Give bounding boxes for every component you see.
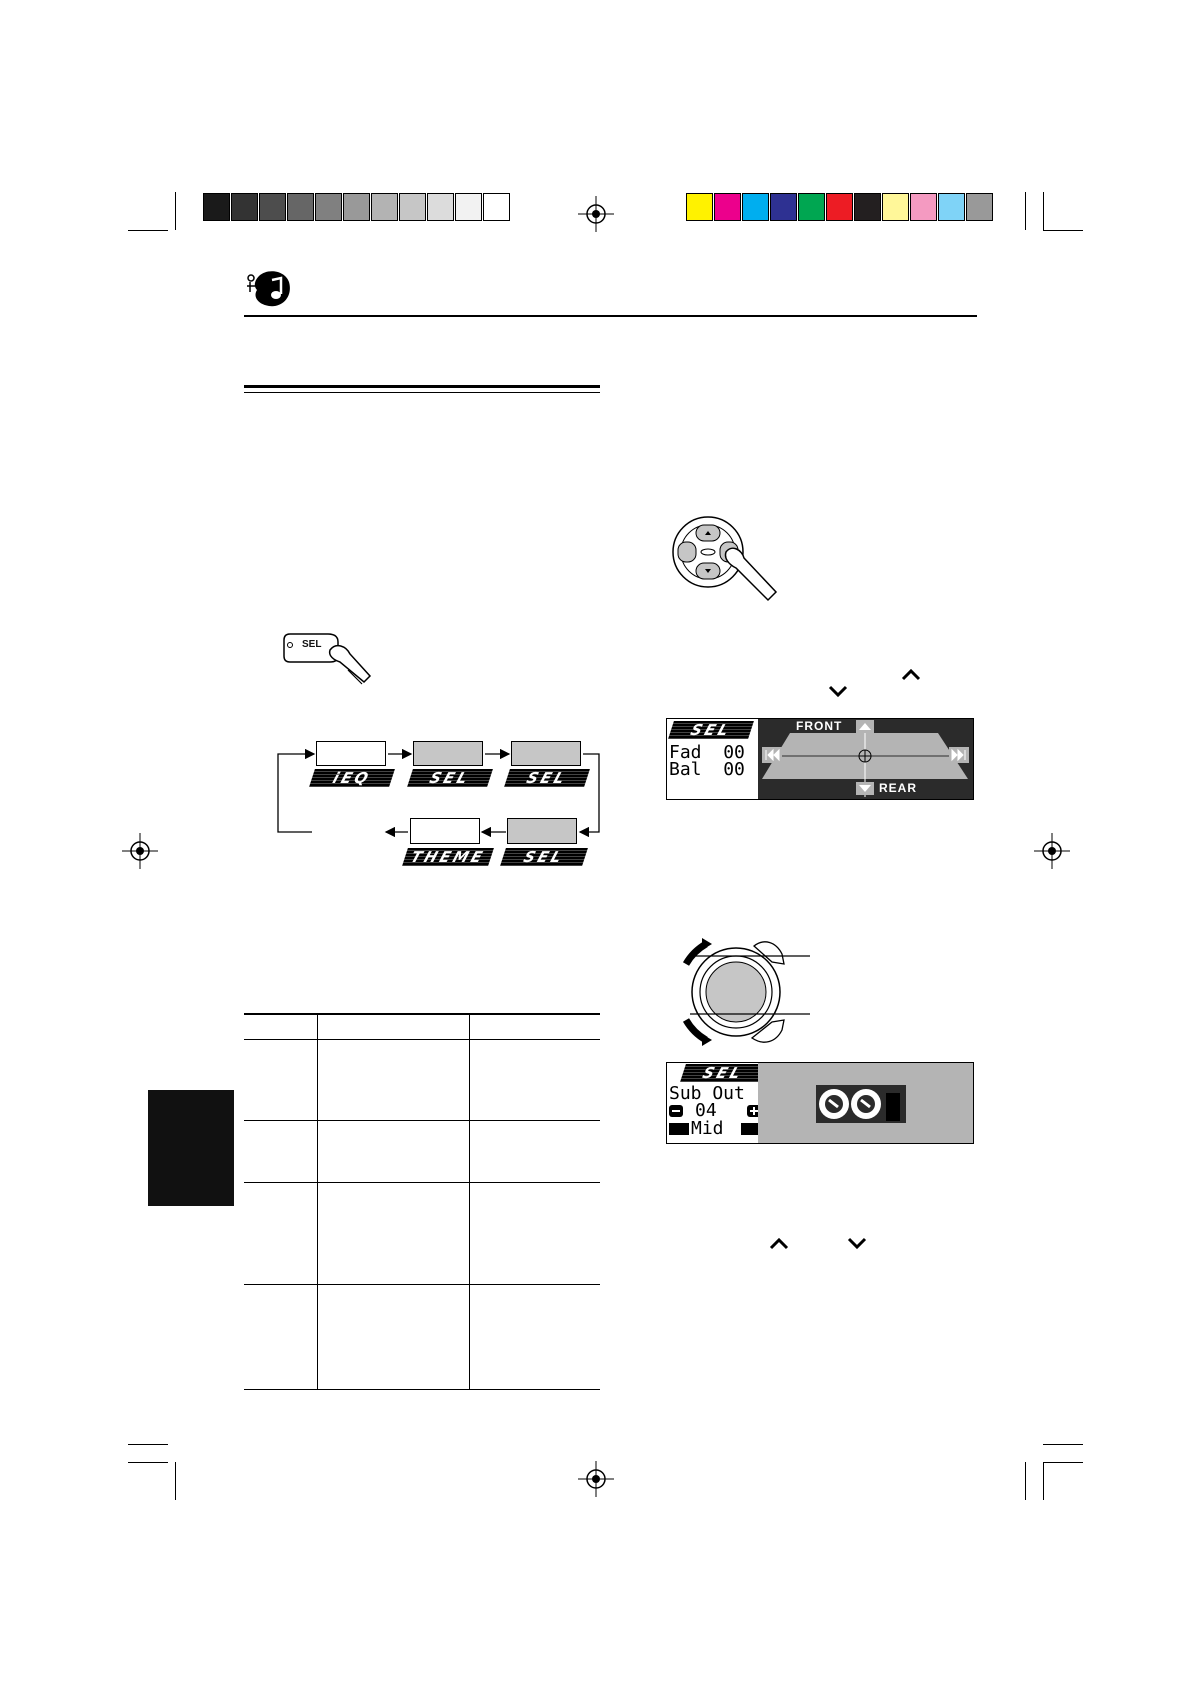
flow-tag-sel-3: SEL [500, 848, 588, 866]
greyscale-swatch [203, 193, 230, 221]
greyscale-swatch [427, 193, 454, 221]
color-swatch [882, 193, 909, 221]
fad-label: Fad [669, 742, 702, 763]
color-swatch [686, 193, 713, 221]
greyscale-swatch [399, 193, 426, 221]
display-sel-tag: SEL [680, 1064, 766, 1082]
color-swatch [714, 193, 741, 221]
control-pad-illustration [670, 512, 790, 607]
section-tab [148, 1090, 234, 1206]
flow-tag-theme: THEME [402, 848, 494, 866]
greyscale-swatch [455, 193, 482, 221]
greyscale-swatch [343, 193, 370, 221]
subout-title: Sub Out [669, 1083, 745, 1104]
color-swatch [966, 193, 993, 221]
registration-mark-top [578, 196, 614, 232]
music-note-badge-icon [245, 266, 293, 310]
header-rule [244, 315, 977, 317]
rear-label: REAR [879, 781, 918, 795]
fader-balance-display [666, 718, 974, 800]
color-swatch [910, 193, 937, 221]
greyscale-swatch [287, 193, 314, 221]
registration-mark-left [122, 833, 158, 869]
sel-button-illustration [278, 628, 378, 688]
bal-value: 00 [723, 759, 745, 780]
greyscale-swatch [483, 193, 510, 221]
greyscale-swatch [231, 193, 258, 221]
subwoofer-output-display [666, 1062, 974, 1144]
front-label: FRONT [796, 719, 843, 733]
registration-mark-bottom [578, 1461, 614, 1497]
flow-tag-sel-2: SEL [504, 769, 590, 787]
fader-graphic [758, 719, 973, 799]
minus-icon [669, 1105, 683, 1117]
color-swatch [826, 193, 853, 221]
fad-value: 00 [723, 742, 745, 763]
chevron-up-icon [900, 667, 922, 686]
display-sel-tag: SEL [668, 721, 754, 739]
color-swatch [938, 193, 965, 221]
flow-tag-ieq: iEQ [309, 769, 395, 787]
color-swatch [742, 193, 769, 221]
subout-value: 04 [695, 1100, 717, 1121]
color-swatch [854, 193, 881, 221]
chevron-down-icon [846, 1236, 868, 1255]
greyscale-swatch [315, 193, 342, 221]
subwoofer-graphic [758, 1063, 973, 1143]
color-swatch [798, 193, 825, 221]
color-swatch [770, 193, 797, 221]
registration-mark-right [1034, 833, 1070, 869]
bal-label: Bal [669, 759, 702, 780]
chevron-down-icon [827, 684, 849, 703]
subout-frequency: Mid [691, 1118, 724, 1139]
sel-button-label: SEL [302, 639, 322, 650]
flow-tag-sel-1: SEL [407, 769, 493, 787]
control-dial-illustration [664, 934, 814, 1054]
greyscale-swatch [259, 193, 286, 221]
prev-track-icon [669, 1123, 689, 1135]
flow-arrows [270, 735, 610, 855]
chevron-up-icon [768, 1236, 790, 1255]
greyscale-swatch [371, 193, 398, 221]
